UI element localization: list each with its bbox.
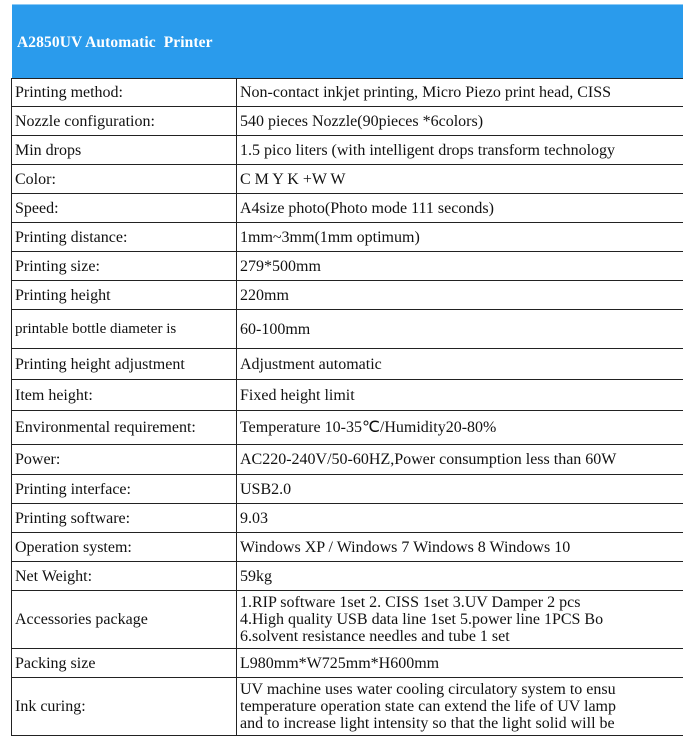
value-line: and to increase light intensity so that the light solid will be xyxy=(240,715,615,732)
row-value: Adjustment automatic xyxy=(237,349,683,380)
row-label: Printing size: xyxy=(12,252,237,281)
row-value: C M Y K +W W xyxy=(237,165,683,194)
row-value: Windows XP / Windows 7 Windows 8 Windows 10 xyxy=(237,533,683,562)
row-label: Power: xyxy=(12,445,237,475)
row-value: Non-contact inkjet printing, Micro Piezo print head, CISS xyxy=(237,79,683,107)
table-row xyxy=(12,281,683,310)
table-row xyxy=(12,223,683,252)
table-row xyxy=(12,107,683,136)
table-row xyxy=(12,445,683,475)
value-line: 1.RIP software 1set 2. CISS 1set 3.UV Damper 2 pcs xyxy=(240,594,581,611)
row-label: Operation system: xyxy=(12,533,237,562)
table-row xyxy=(12,411,683,445)
row-label: Ink curing: xyxy=(12,678,237,736)
row-label: Printing method: xyxy=(12,79,237,107)
table-row xyxy=(12,79,683,107)
title-banner xyxy=(12,4,683,79)
table-row xyxy=(12,475,683,504)
row-value: Temperature 10-35℃/Humidity20-80% xyxy=(237,411,683,445)
row-value: 1mm~3mm(1mm optimum) xyxy=(237,223,683,252)
row-value-multiline xyxy=(237,678,683,736)
table-row xyxy=(12,349,683,380)
row-label: Printing height adjustment xyxy=(12,349,237,380)
value-line: 4.High quality USB data line 1set 5.power line 1PCS Bo xyxy=(240,611,604,628)
row-label: Printing height xyxy=(12,281,237,310)
row-value: Fixed height limit xyxy=(237,380,683,411)
row-label: Net Weight: xyxy=(12,562,237,591)
table-row xyxy=(12,504,683,533)
row-value: 1.5 pico liters (with intelligent drops transform technology xyxy=(237,136,683,165)
row-label: Packing size xyxy=(12,649,237,678)
row-label: Printing interface: xyxy=(12,475,237,504)
row-value: 60-100mm xyxy=(237,310,683,349)
row-label: Item height: xyxy=(12,380,237,411)
table-row xyxy=(12,310,683,349)
row-label: Printing software: xyxy=(12,504,237,533)
row-value: AC220-240V/50-60HZ,Power consumption less than 60W xyxy=(237,445,683,475)
row-label: Speed: xyxy=(12,194,237,223)
spec-table xyxy=(11,78,683,736)
row-label: Min drops xyxy=(12,136,237,165)
row-label: Environmental requirement: xyxy=(12,411,237,445)
row-value: USB2.0 xyxy=(237,475,683,504)
row-value: A4size photo(Photo mode 111 seconds) xyxy=(237,194,683,223)
row-value: 59kg xyxy=(237,562,683,591)
table-row xyxy=(12,562,683,591)
table-row xyxy=(12,165,683,194)
row-label: Printing distance: xyxy=(12,223,237,252)
table-row xyxy=(12,678,683,736)
table-row xyxy=(12,136,683,165)
value-line: temperature operation state can extend the life of UV lamp xyxy=(240,698,616,715)
row-value: 279*500mm xyxy=(237,252,683,281)
top-margin xyxy=(0,0,683,3)
table-row xyxy=(12,194,683,223)
row-label: Accessories package xyxy=(12,591,237,649)
row-label: printable bottle diameter is xyxy=(12,310,237,349)
value-line: UV machine uses water cooling circulatory system to ensu xyxy=(240,681,616,698)
table-row xyxy=(12,533,683,562)
table-row xyxy=(12,591,683,649)
table-row xyxy=(12,649,683,678)
row-value: 540 pieces Nozzle(90pieces *6colors) xyxy=(237,107,683,136)
row-value: L980mm*W725mm*H600mm xyxy=(237,649,683,678)
row-value-multiline xyxy=(237,591,683,649)
row-label: Nozzle configuration: xyxy=(12,107,237,136)
row-label: Color: xyxy=(12,165,237,194)
row-value: 9.03 xyxy=(237,504,683,533)
table-row xyxy=(12,252,683,281)
row-value: 220mm xyxy=(237,281,683,310)
value-line: 6.solvent resistance needles and tube 1 set xyxy=(240,628,510,645)
product-title: A2850UV Automatic Printer xyxy=(17,34,213,51)
table-row xyxy=(12,380,683,411)
